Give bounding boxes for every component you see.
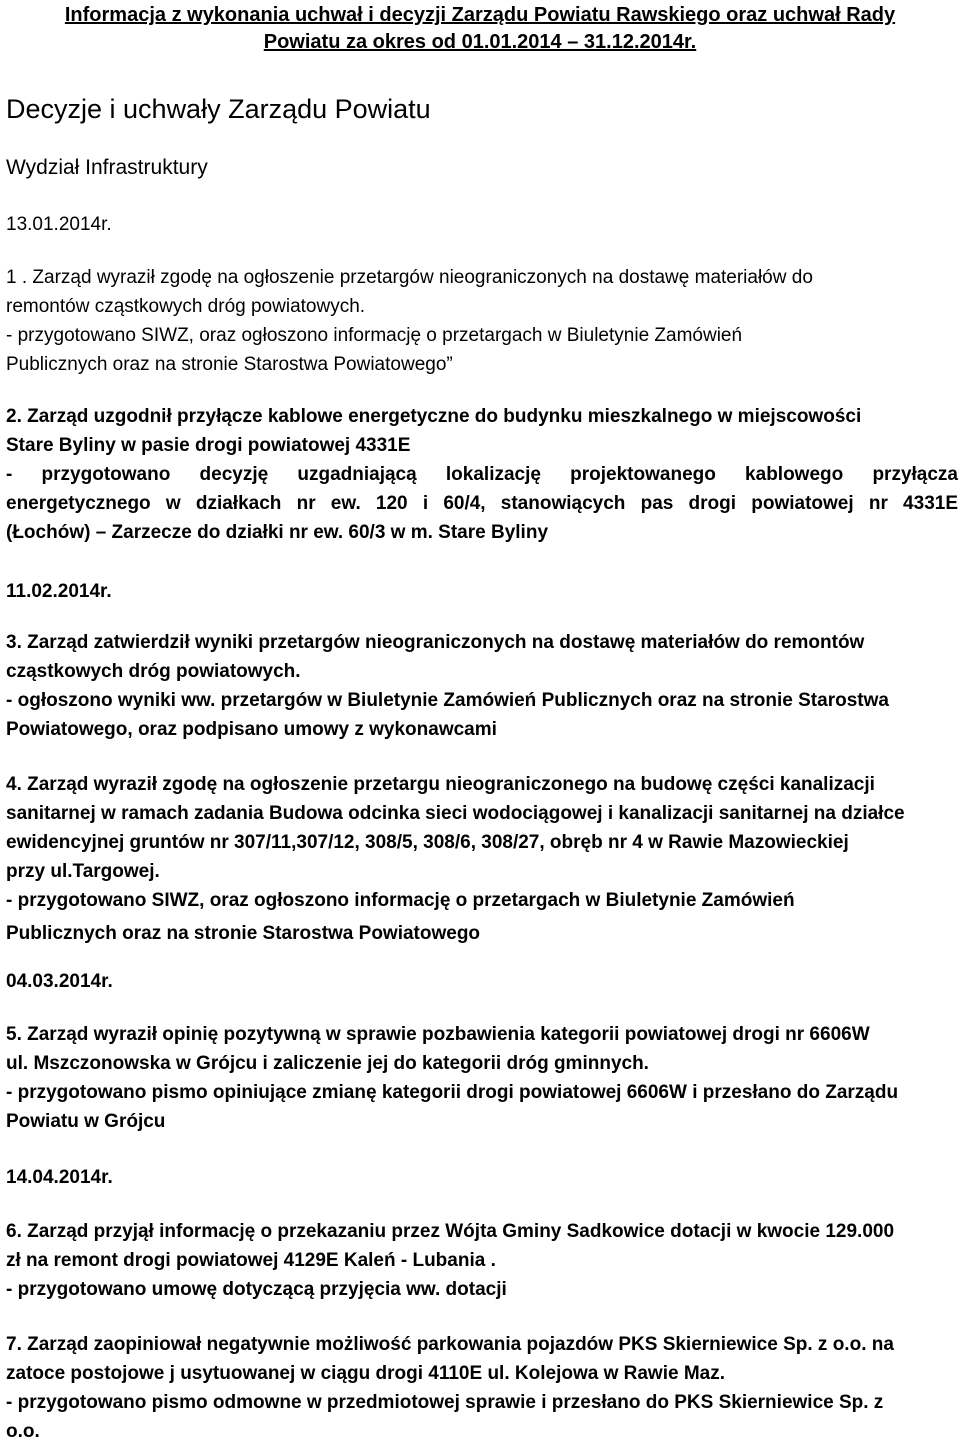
item-line: energetycznego w działkach nr ew. 120 i 60/4, stanowiących pas drogi powiatowej nr 4331E — [6, 493, 958, 514]
resolution-item-1 — [6, 263, 958, 379]
resolution-item-5 — [6, 1020, 958, 1136]
item-line: 1 . Zarząd wyraził zgodę na ogłoszenie przetargów nieograniczonych na dostawę materiałów do — [6, 267, 813, 288]
item-line: 6. Zarząd przyjął informację o przekazaniu przez Wójta Gminy Sadkowice dotacji w kwocie 129.000 — [6, 1221, 895, 1242]
item-line: o.o. — [6, 1421, 40, 1442]
document-title — [0, 2, 960, 56]
item-line: - przygotowano pismo odmowne w przedmiotowej sprawie i przesłano do PKS Skierniewice Sp. z — [6, 1392, 884, 1413]
item-line: - przygotowano SIWZ, oraz ogłoszono informację o przetargach w Biuletynie Zamówień — [6, 325, 743, 346]
item-line: Publicznych oraz na stronie Starostwa Powiatowego — [6, 923, 481, 944]
item-line: zł na remont drogi powiatowej 4129E Kaleń - Lubania . — [6, 1250, 496, 1271]
item-line: 4. Zarząd wyraził zgodę na ogłoszenie przetargu nieograniczonego na budowę części kanalizacji — [6, 774, 875, 795]
date-heading: 13.01.2014r. — [6, 214, 112, 235]
item-line: Powiatu w Grójcu — [6, 1111, 166, 1132]
date-heading: 14.04.2014r. — [6, 1167, 113, 1188]
resolution-item-7 — [6, 1330, 958, 1446]
item-line: - przygotowano pismo opiniujące zmianę kategorii drogi powiatowej 6606W i przesłano do Zarządu — [6, 1082, 899, 1103]
item-line: 5. Zarząd wyraził opinię pozytywną w sprawie pozbawienia kategorii powiatowej drogi nr 6606W — [6, 1024, 870, 1045]
item-line: przy ul.Targowej. — [6, 861, 160, 882]
resolution-item-2 — [6, 402, 958, 547]
resolution-item-3 — [6, 628, 958, 744]
item-line: - przygotowano umowę dotyczącą przyjęcia ww. dotacji — [6, 1279, 507, 1300]
title-line-1: Informacja z wykonania uchwał i decyzji Zarządu Powiatu Rawskiego oraz uchwał Rady — [64, 4, 896, 26]
item-line: remontów cząstkowych dróg powiatowych. — [6, 296, 366, 317]
item-line: ul. Mszczonowska w Grójcu i zaliczenie jej do kategorii dróg gminnych. — [6, 1053, 649, 1074]
item-line: Publicznych oraz na stronie Starostwa Powiatowego” — [6, 354, 453, 375]
item-line: 2. Zarząd uzgodnił przyłącze kablowe energetyczne do budynku mieszkalnego w miejscowości — [6, 406, 862, 427]
item-line: zatoce postojowe j usytuowanej w ciągu drogi 4110E ul. Kolejowa w Rawie Maz. — [6, 1363, 725, 1384]
item-line: - przygotowano decyzję uzgadniającą lokalizację projektowanego kablowego przyłącza — [6, 464, 958, 485]
item-line: sanitarnej w ramach zadania Budowa odcinka sieci wodociągowej i kanalizacji sanitarnej na działce — [6, 803, 905, 824]
item-line: - przygotowano SIWZ, oraz ogłoszono informację o przetargach w Biuletynie Zamówień — [6, 890, 795, 911]
date-heading: 04.03.2014r. — [6, 971, 113, 992]
department-heading: Wydział Infrastruktury — [6, 156, 208, 179]
section-heading: Decyzje i uchwały Zarządu Powiatu — [6, 94, 431, 124]
item-line: Powiatowego, oraz podpisano umowy z wykonawcami — [6, 719, 497, 740]
title-line-2: Powiatu za okres od 01.01.2014 – 31.12.2014r. — [263, 31, 697, 53]
item-line: 3. Zarząd zatwierdził wyniki przetargów nieograniczonych na dostawę materiałów do remontów — [6, 632, 865, 653]
item-line: ewidencyjnej gruntów nr 307/11,307/12, 308/5, 308/6, 308/27, obręb nr 4 w Rawie Mazowieckiej — [6, 832, 849, 853]
item-line: (Łochów) – Zarzecze do działki nr ew. 60/3 w m. Stare Byliny — [6, 522, 549, 543]
date-heading: 11.02.2014r. — [6, 581, 112, 602]
item-line: 7. Zarząd zaopiniował negatywnie możliwość parkowania pojazdów PKS Skierniewice Sp. z o.o. na — [6, 1334, 894, 1355]
item-line: Stare Byliny w pasie drogi powiatowej 4331E — [6, 435, 411, 456]
item-line: cząstkowych dróg powiatowych. — [6, 661, 301, 682]
resolution-item-4 — [6, 770, 958, 948]
resolution-item-6 — [6, 1217, 958, 1304]
item-line: - ogłoszono wyniki ww. przetargów w Biuletynie Zamówień Publicznych oraz na stronie Starostwa — [6, 690, 889, 711]
